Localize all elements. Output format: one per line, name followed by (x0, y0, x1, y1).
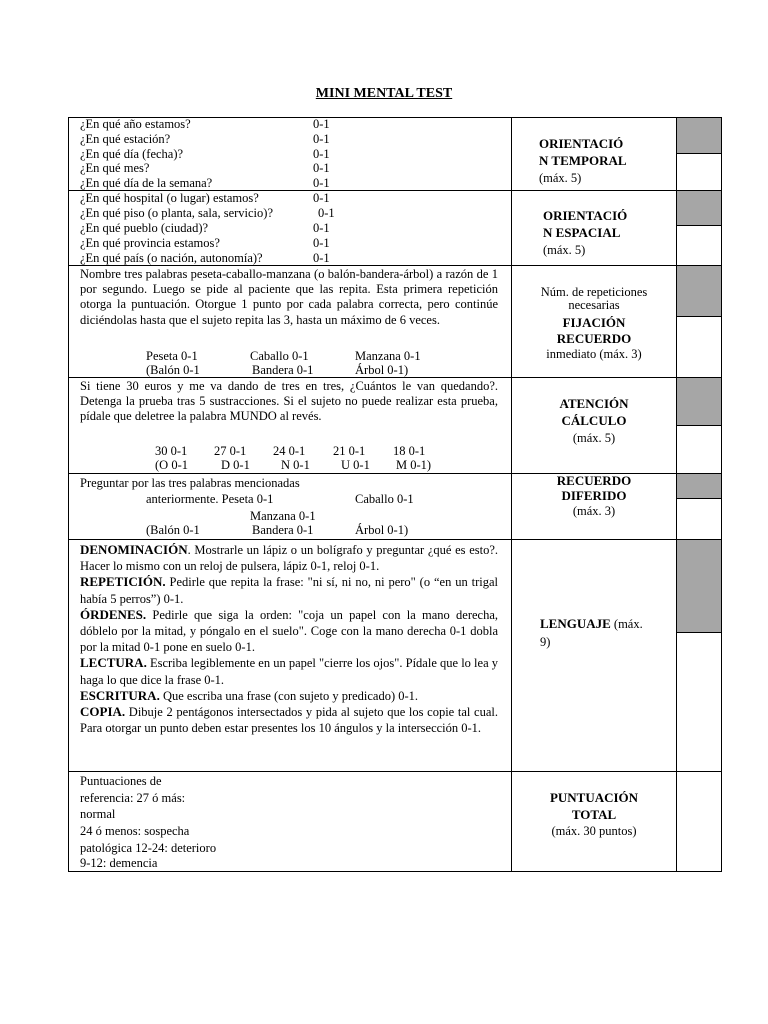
lenguaje-text (80, 542, 498, 736)
item-text: Pedirle que siga la orden: "coja un papel con la mano derecha, dóblelo por la mitad, y póngalo en el suelo". Coge con la mano derecha 0-1 dobla por la mitad 0-1 pone en suelo 0-1. (80, 607, 498, 655)
question: ¿En qué mes? (80, 161, 150, 175)
score-box-shaded (676, 474, 721, 498)
score-box-shaded (676, 191, 721, 225)
category-label: RECUERDO (556, 473, 632, 488)
category-max: (máx. 5) (543, 243, 586, 257)
score: 0-1 (313, 147, 330, 161)
item-heading: REPETICIÓN. (80, 574, 166, 590)
letter-score: U 0-1 (341, 458, 370, 472)
word-score: Bandera 0-1 (252, 363, 314, 377)
number-score: 21 0-1 (333, 444, 366, 458)
category-label: N ESPACIAL (543, 225, 621, 240)
category-label: PUNTUACIÓN (549, 790, 639, 805)
reference-line: Puntuaciones de (80, 774, 162, 788)
category-label: ORIENTACIÓ (543, 208, 628, 223)
item-heading: COPIA. (80, 704, 126, 720)
word-score: Manzana 0-1 (250, 509, 316, 523)
question: ¿En qué provincia estamos? (80, 236, 220, 250)
note: necesarias (568, 300, 620, 311)
score-box-shaded (676, 378, 721, 425)
reference-line: 9-12: demencia (80, 856, 158, 870)
reference-line: patológica 12-24: deterioro (80, 841, 217, 855)
item-text: Que escriba una frase (con sujeto y predicado) 0-1. (159, 688, 419, 703)
category-label: DIFERIDO (561, 488, 627, 503)
question: ¿En qué día de la semana? (80, 176, 213, 190)
category-max: (máx. 5) (539, 171, 582, 185)
word-score: Peseta 0-1 (146, 349, 198, 363)
word-score: Bandera 0-1 (252, 523, 314, 537)
word-score: (Balón 0-1 (146, 363, 200, 377)
word-score: Caballo 0-1 (250, 349, 309, 363)
category-label: N TEMPORAL (539, 153, 627, 168)
question: ¿En qué estación? (80, 132, 171, 146)
item-heading: ESCRITURA. (80, 687, 160, 703)
score: 0-1 (313, 117, 330, 131)
score-box-shaded (676, 266, 721, 316)
score: 0-1 (313, 176, 330, 190)
number-score: 24 0-1 (273, 444, 306, 458)
score: 0-1 (313, 132, 330, 146)
instructions: Nombre tres palabras peseta-caballo-manzana (o balón-bandera-árbol) a razón de 1 por segundo. Luego se pide al paciente que las repita. Esta primera repetición otorga la puntuación. Otorgue 1 punto por cada palabra correcta, pero continúe diciéndolas hasta que el sujeto repita las 3, hasta un máximo de 6 veces. (80, 267, 498, 327)
number-score: 30 0-1 (155, 444, 188, 458)
category-label: ATENCIÓN (559, 396, 629, 411)
category-max: (máx. 5) (572, 431, 616, 445)
item-text: Escriba legiblemente en un papel "cierre los ojos". Pídale que lo lea y haga lo que dice la frase 0-1. (80, 656, 498, 687)
letter-score: M 0-1) (396, 458, 432, 472)
category-max: (máx. 30 puntos) (551, 824, 637, 838)
item-text: Pedirle que repita la frase: "ni sí, ni no, ni pero" (o “en un trigal había 5 perros”) 0-1. (80, 575, 498, 606)
word-score: Caballo 0-1 (355, 492, 414, 506)
category-label: ORIENTACIÓ (539, 136, 624, 151)
instruction-line: Preguntar por las tres palabras mencionadas (80, 476, 300, 490)
reference-line: normal (80, 807, 116, 821)
score: 0-1 (313, 236, 330, 250)
letter-score: (O 0-1 (155, 458, 188, 472)
reference-line: 24 ó menos: sospecha (80, 824, 190, 838)
category-max: (máx. 3) (572, 504, 616, 518)
category-label: RECUERDO (556, 331, 632, 346)
question: ¿En qué pueblo (ciudad)? (80, 221, 209, 235)
item-heading: ÓRDENES. (80, 606, 147, 622)
score-box-shaded (676, 118, 721, 153)
score: 0-1 (313, 221, 330, 235)
question: ¿En qué día (fecha)? (80, 147, 184, 161)
number-score: 18 0-1 (393, 444, 426, 458)
reference-line: referencia: 27 ó más: (80, 791, 186, 805)
category-max: 9) (540, 635, 551, 649)
page-title: MINI MENTAL TEST (315, 86, 453, 101)
word-score: Manzana 0-1 (355, 349, 421, 363)
question: ¿En qué año estamos? (80, 117, 191, 131)
category-label: CÁLCULO (561, 413, 627, 428)
letter-score: N 0-1 (281, 458, 310, 472)
score: 0-1 (313, 251, 330, 265)
word-score: (Balón 0-1 (146, 523, 200, 537)
score: 0-1 (318, 206, 335, 220)
question: ¿En qué país (o nación, autonomía)? (80, 251, 263, 265)
item-text: Dibuje 2 pentágonos intersectados y pida al sujeto que los copie tal cual. Para otorgar un punto deben estar presentes los 10 ángulos y la intersección 0-1. (80, 705, 498, 736)
category-label: LENGUAJE (máx. (540, 616, 643, 631)
item-heading: DENOMINACIÓN (80, 542, 188, 557)
word-score: Árbol 0-1) (355, 363, 409, 377)
instructions: Si tiene 30 euros y me va dando de tres en tres, ¿Cuántos le van quedando?. Detenga la prueba tras 5 sustracciones. Si el sujeto no puede realizar esta prueba, pídale que deletree la palabra MUNDO al revés. (80, 379, 498, 424)
score: 0-1 (313, 161, 330, 175)
category-label: TOTAL (571, 807, 617, 822)
score: 0-1 (313, 191, 330, 205)
note: Núm. de repeticiones (540, 285, 648, 299)
category-max: inmediato (máx. 3) (546, 347, 642, 361)
item-text: . Mostrarle un lápiz o un bolígrafo y preguntar ¿qué es esto?. Hacer lo mismo con un reloj de pulsera, lápiz 0-1, reloj 0-1. (80, 543, 498, 574)
letter-score: D 0-1 (221, 458, 250, 472)
question: ¿En qué piso (o planta, sala, servicio)? (80, 206, 273, 220)
number-score: 27 0-1 (214, 444, 247, 458)
word-score: Árbol 0-1) (355, 523, 409, 537)
instruction-line: anteriormente. Peseta 0-1 (146, 492, 274, 506)
item-heading: LECTURA. (80, 655, 147, 671)
score-box-shaded (676, 540, 721, 632)
category-label: FIJACIÓN (562, 315, 626, 330)
question: ¿En qué hospital (o lugar) estamos? (80, 191, 259, 205)
